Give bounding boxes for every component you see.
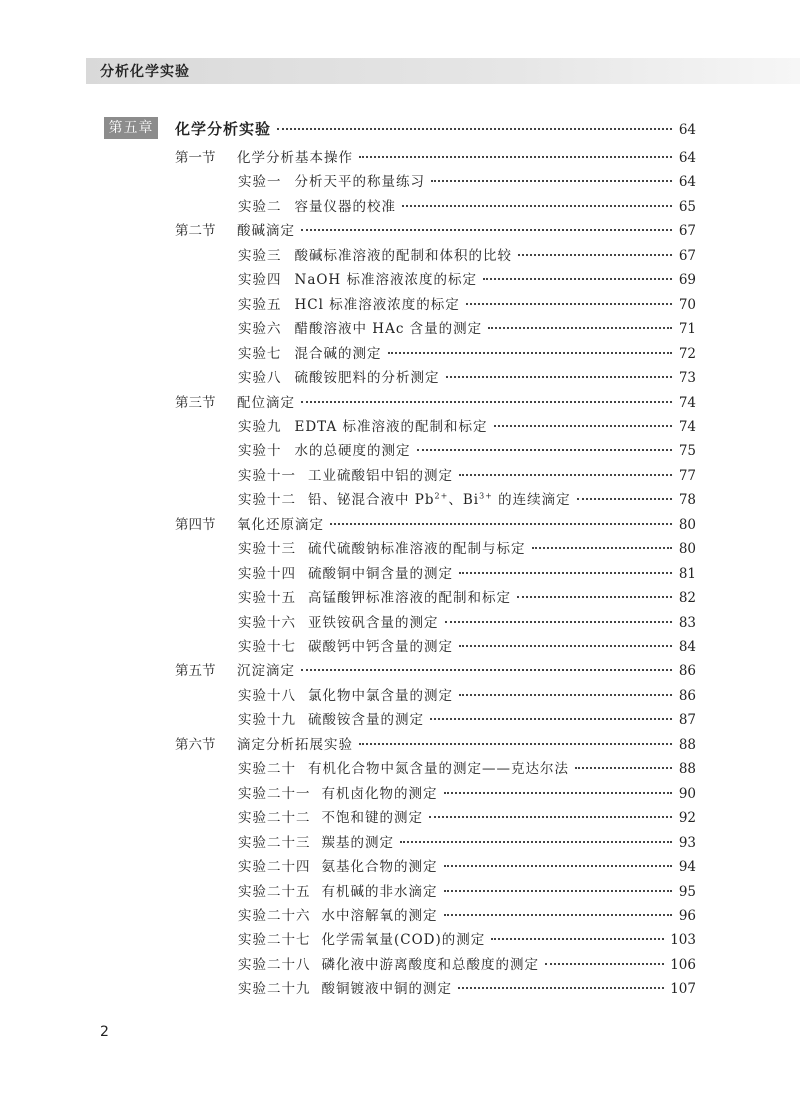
toc-item-row[interactable] (238, 195, 696, 217)
section-title: 化学分析基本操作 (237, 150, 353, 166)
dot-leader (429, 816, 672, 818)
experiment-number: 实验四 (238, 272, 282, 289)
dot-leader (577, 498, 672, 500)
page-ref: 73 (678, 370, 696, 387)
experiment-title: 水的总硬度的测定 (294, 443, 411, 460)
dot-leader (518, 254, 672, 256)
toc-item-row[interactable] (238, 611, 696, 633)
experiment-number: 实验十九 (238, 712, 296, 729)
experiment-title: 分析天平的称量练习 (294, 174, 425, 191)
page-ref: 107 (670, 981, 696, 998)
experiment-title: NaOH 标准溶液浓度的标定 (294, 272, 477, 289)
dot-leader (459, 474, 672, 476)
experiment-number: 实验九 (238, 418, 282, 435)
experiment-title: 硫酸铵含量的测定 (308, 712, 424, 729)
page-ref: 90 (678, 785, 696, 802)
page-ref: 86 (678, 663, 696, 680)
page-ref: 67 (678, 247, 696, 264)
experiment-title: 硫酸铜中铜含量的测定 (308, 565, 453, 582)
experiment-title: 硫代硫酸钠标准溶液的配制与标定 (308, 541, 526, 558)
ion-charge: 3+ (479, 491, 493, 501)
experiment-number: 实验二十 (238, 761, 296, 778)
experiment-title: 氨基化合物的测定 (321, 859, 438, 876)
dot-leader (301, 401, 672, 403)
experiment-title: 磷化液中游离酸度和总酸度的测定 (321, 956, 539, 973)
dot-leader (445, 621, 673, 623)
experiment-number: 实验六 (238, 321, 282, 338)
dot-leader (301, 669, 672, 671)
title-fragment: 铅、铋混合液中 Pb (308, 492, 435, 509)
experiment-number: 实验十四 (238, 565, 296, 582)
dot-leader (444, 792, 673, 794)
experiment-number: 实验七 (238, 345, 282, 362)
page-ref: 80 (678, 516, 696, 533)
dot-leader (446, 376, 673, 378)
page-ref: 95 (678, 883, 696, 900)
experiment-title: 酸碱标准溶液的配制和体积的比较 (294, 247, 512, 264)
experiment-title: HCl 标准溶液浓度的标定 (294, 296, 460, 313)
toc-item-row[interactable] (238, 537, 696, 559)
dot-leader (359, 156, 672, 158)
experiment-title: 碳酸钙中钙含量的测定 (308, 639, 453, 655)
toc-section-row[interactable] (175, 146, 696, 168)
dot-leader (466, 303, 672, 305)
page-ref: 88 (678, 761, 696, 778)
running-header-bar (86, 58, 800, 84)
experiment-title: 亚铁铵矾含量的测定 (308, 614, 439, 631)
dot-leader (483, 278, 672, 280)
dot-leader (459, 694, 672, 696)
experiment-number: 实验十二 (238, 492, 296, 509)
toc-item-row[interactable] (238, 439, 696, 461)
experiment-number: 实验十 (238, 443, 282, 460)
page-ref: 87 (678, 712, 696, 729)
dot-leader (459, 645, 672, 647)
dot-leader (575, 767, 672, 769)
experiment-number: 实验二十一 (238, 785, 311, 802)
dot-leader (388, 352, 673, 354)
page-ref: 75 (678, 443, 696, 460)
toc-section-row[interactable] (175, 659, 696, 681)
experiment-title: 水中溶解氧的测定 (321, 907, 438, 924)
dot-leader (400, 841, 672, 843)
page-ref: 92 (678, 810, 696, 827)
dot-leader (277, 128, 672, 130)
experiment-number: 实验十八 (238, 687, 296, 704)
toc-item-row[interactable] (238, 244, 696, 266)
dot-leader (301, 229, 672, 231)
toc-item-row[interactable] (238, 170, 696, 192)
experiment-title: 醋酸溶液中 HAc 含量的测定 (294, 321, 483, 338)
dot-leader (444, 890, 673, 892)
experiment-number: 实验五 (238, 296, 282, 313)
experiment-title: 有机化合物中氮含量的测定——克达尔法 (308, 761, 569, 778)
page-ref: 64 (678, 174, 696, 191)
toc-item-row[interactable] (238, 880, 696, 902)
experiment-number: 实验三 (238, 247, 282, 264)
page-ref: 64 (678, 122, 696, 138)
section-number: 第二节 (175, 223, 216, 240)
dot-leader (330, 523, 672, 525)
page-ref: 74 (678, 418, 696, 435)
experiment-title: 羰基的测定 (321, 834, 394, 851)
page-ref: 88 (678, 736, 696, 753)
experiment-number: 实验二十九 (238, 981, 311, 998)
toc-item-row[interactable] (238, 293, 696, 315)
toc-item-row[interactable] (238, 586, 696, 608)
experiment-title: 硫酸铵肥料的分析测定 (294, 370, 440, 387)
experiment-number: 实验二十四 (238, 859, 311, 876)
experiment-title: 酸铜镀液中铜的测定 (321, 981, 452, 998)
section-title: 滴定分析拓展实验 (237, 736, 353, 753)
page-ref: 96 (678, 907, 696, 924)
title-fragment: 的连续滴定 (492, 492, 571, 509)
toc-section-row[interactable] (175, 513, 696, 535)
dot-leader (459, 572, 672, 574)
toc-item-row[interactable] (238, 488, 696, 510)
section-number: 第三节 (175, 394, 216, 411)
dot-leader (402, 205, 672, 207)
toc-item-row[interactable] (238, 342, 696, 364)
experiment-number: 实验十六 (238, 614, 296, 631)
page-ref: 84 (678, 639, 696, 655)
experiment-number: 实验十五 (238, 590, 296, 607)
dot-leader (430, 718, 672, 720)
dot-leader (458, 987, 664, 989)
toc-item-row[interactable] (238, 366, 696, 388)
toc-item-row[interactable] (238, 317, 696, 339)
experiment-number: 实验十七 (238, 639, 296, 655)
experiment-number: 实验二十七 (238, 932, 311, 949)
page-number: 2 (100, 1024, 109, 1040)
page-ref: 67 (678, 223, 696, 240)
section-number: 第四节 (175, 516, 216, 533)
experiment-number: 实验二 (238, 198, 282, 215)
toc-item-row[interactable] (238, 831, 696, 853)
experiment-title: 容量仪器的校准 (294, 198, 396, 215)
experiment-title: 混合碱的测定 (294, 345, 382, 362)
chapter-badge: 第五章 (104, 117, 158, 139)
experiment-number: 实验二十六 (238, 907, 311, 924)
section-title: 氧化还原滴定 (237, 516, 324, 533)
toc-item-row[interactable] (238, 855, 696, 877)
experiment-title: 化学需氧量(COD)的测定 (321, 932, 486, 949)
dot-leader (532, 547, 673, 549)
experiment-title: 氯化物中氯含量的测定 (308, 687, 453, 704)
experiment-number: 实验二十二 (238, 810, 311, 827)
section-number: 第六节 (175, 736, 216, 753)
chapter-title: 化学分析实验 (175, 120, 272, 138)
dot-leader (491, 938, 664, 940)
dot-leader (444, 914, 673, 916)
page-ref: 74 (678, 394, 696, 411)
dot-leader (517, 596, 672, 598)
chapter-row[interactable] (175, 118, 696, 140)
experiment-title: 有机碱的非水滴定 (321, 883, 438, 900)
dot-leader (417, 449, 673, 451)
experiment-number: 实验八 (238, 370, 282, 387)
page-ref: 70 (678, 296, 696, 313)
page-ref: 65 (678, 198, 696, 215)
page-ref: 77 (678, 467, 696, 484)
page-ref: 93 (678, 834, 696, 851)
section-number: 第五节 (175, 663, 216, 680)
page-ref: 94 (678, 859, 696, 876)
page-ref: 106 (670, 956, 696, 973)
experiment-title: 不饱和键的测定 (321, 810, 423, 827)
experiment-number: 实验二十五 (238, 883, 311, 900)
page-ref: 64 (678, 150, 696, 166)
experiment-number: 实验十三 (238, 541, 296, 558)
toc-item-row[interactable] (238, 806, 696, 828)
toc-item-row[interactable] (238, 415, 696, 437)
experiment-number: 实验一 (238, 174, 282, 191)
title-fragment: 、Bi (448, 492, 480, 509)
page-ref: 71 (678, 321, 696, 338)
toc-section-row[interactable] (175, 219, 696, 241)
toc-item-row[interactable] (238, 684, 696, 706)
section-title: 配位滴定 (237, 394, 295, 411)
toc-item-row[interactable] (238, 904, 696, 926)
toc-item-row[interactable] (238, 562, 696, 584)
dot-leader (488, 327, 672, 329)
toc-item-row[interactable] (238, 757, 696, 779)
section-title: 沉淀滴定 (237, 663, 295, 680)
experiment-number: 实验十一 (238, 467, 296, 484)
dot-leader (444, 865, 673, 867)
running-header-title: 分析化学实验 (100, 64, 190, 80)
page-ref: 83 (678, 614, 696, 631)
page-ref: 72 (678, 345, 696, 362)
experiment-title: 有机卤化物的测定 (321, 785, 438, 802)
toc-section-row[interactable] (175, 733, 696, 755)
dot-leader (359, 743, 672, 745)
dot-leader (494, 425, 673, 427)
page-ref: 80 (678, 541, 696, 558)
toc-item-row[interactable] (238, 635, 696, 657)
toc-item-row[interactable] (238, 464, 696, 486)
toc-item-row[interactable] (238, 708, 696, 730)
experiment-title (308, 488, 571, 508)
toc-item-row[interactable] (238, 268, 696, 290)
page-ref: 103 (670, 932, 696, 949)
page-ref: 82 (678, 590, 696, 607)
experiment-title: 工业硫酸铝中铝的测定 (308, 467, 453, 484)
toc-item-row[interactable] (238, 782, 696, 804)
page-ref: 81 (678, 565, 696, 582)
experiment-title: 高锰酸钾标准溶液的配制和标定 (308, 590, 511, 607)
dot-leader (431, 180, 672, 182)
experiment-number: 实验二十三 (238, 834, 311, 851)
toc-item-row[interactable] (238, 928, 696, 950)
toc-section-row[interactable] (175, 391, 696, 413)
ion-charge: 2+ (434, 491, 449, 501)
section-title: 酸碱滴定 (237, 223, 295, 240)
experiment-number: 实验二十八 (238, 956, 311, 973)
toc-item-row[interactable] (238, 953, 696, 975)
toc-item-row[interactable] (238, 977, 696, 999)
section-number: 第一节 (175, 150, 216, 166)
page-ref: 69 (678, 272, 696, 289)
page-ref: 78 (678, 492, 696, 509)
page-ref: 86 (678, 687, 696, 704)
experiment-title: EDTA 标准溶液的配制和标定 (294, 418, 488, 435)
dot-leader (545, 963, 664, 965)
